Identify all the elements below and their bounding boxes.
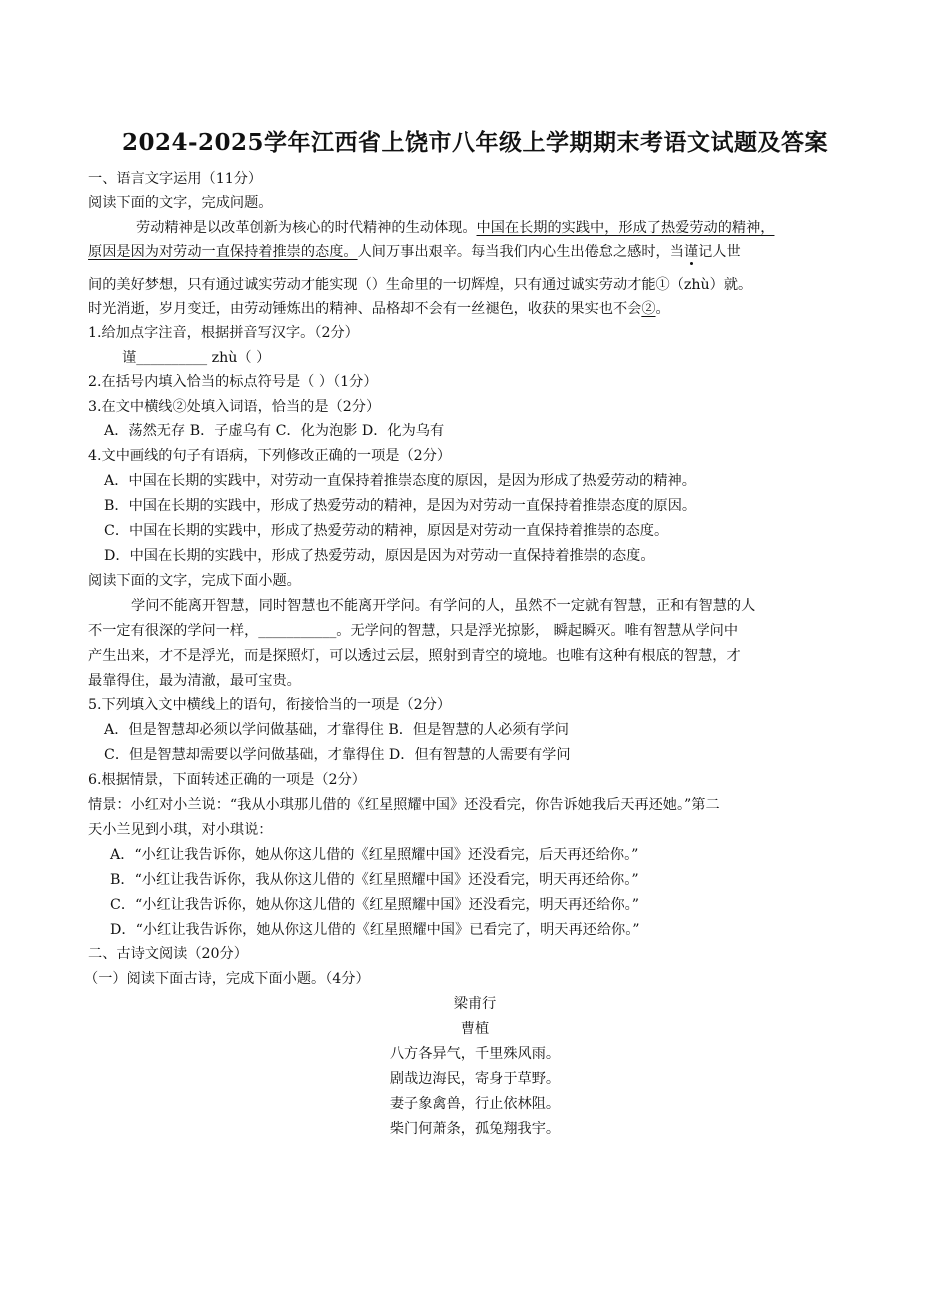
question-4-option-b: B．中国在长期的实践中，形成了热爱劳动的精神，是因为对劳动一直保持着推崇态度的原因。 (104, 498, 697, 514)
question-1: 1.给加点字注音，根据拼音写汉字。（2分） (88, 325, 359, 341)
question-6: 6.根据情景，下面转述正确的一项是（2分） (88, 772, 366, 788)
section-heading-2: 二、古诗文阅读（20分） (88, 946, 248, 962)
reading-instruction-2: 阅读下面的文字，完成下面小题。 (88, 573, 301, 589)
question-2: 2.在括号内填入恰当的标点符号是（ ）（1分） (88, 374, 378, 390)
passage-2-line-2: 不一定有很深的学问一样，___________。无学问的智慧，只是浮光掠影， 瞬起瞬灭。唯有智慧从学问中 (88, 623, 739, 639)
poem-line-2: 剧哉边海民，寄身于草野。 (389, 1071, 561, 1087)
passage-2-line-4: 最靠得住，最为清澈，最可宝贵。 (88, 673, 301, 689)
poem-line-1: 八方各异气，千里殊风雨。 (389, 1046, 561, 1062)
question-6-option-b: B．“小红让我告诉你，我从你这儿借的《红星照耀中国》还没看完，明天再还给你。” (110, 872, 639, 888)
underlined-sentence-part-2: 原因是因为对劳动一直保持着推崇的态度。 (88, 244, 358, 260)
passage-1-line-3: 间的美好梦想，只有通过诚实劳动才能实现（）生命里的一切辉煌，只有通过诚实劳动才能①（zhù）就。 (88, 277, 753, 293)
poem-title: 梁甫行 (453, 996, 497, 1012)
blank-marker-2: ② (641, 301, 656, 317)
passage-1-line-2 (88, 240, 741, 264)
passage-2-line-1: 学问不能离开智慧，同时智慧也不能离开学问。有学问的人，虽然不一定就有智慧，正和有智慧的人 (131, 598, 756, 614)
dotted-character: 谨 (683, 244, 699, 260)
question-6-option-d: D．“小红让我告诉你，她从你这儿借的《红星照耀中国》已看完了，明天再还给你。” (110, 922, 640, 938)
question-6-scenario-line-2: 天小兰见到小琪，对小琪说： (88, 822, 273, 838)
reading-instruction-1: 阅读下面的文字，完成问题。 (88, 195, 273, 211)
passage-1-line-4 (88, 297, 670, 321)
question-3: 3.在文中横线②处填入词语，恰当的是（2分） (88, 399, 381, 415)
poem-author: 曹植 (460, 1021, 490, 1037)
question-3-options: A．荡然无存 B．子虚乌有 C．化为泡影 D．化为乌有 (104, 423, 445, 439)
passage-1-text: 时光消逝，岁月变迁，由劳动锤炼出的精神、品格却不会有一丝褪色，收获的果实也不会 (88, 301, 642, 317)
question-4-option-d: D．中国在长期的实践中，形成了热爱劳动，原因是因为对劳动一直保持着推崇的态度。 (104, 548, 655, 564)
question-4-option-a: A．中国在长期的实践中，对劳动一直保持着推崇态度的原因，是因为形成了热爱劳动的精神。 (104, 473, 696, 489)
question-1-answer-blanks: 谨__________ zhù（ ） (122, 350, 271, 366)
document-title: 2024-2025学年江西省上饶市八年级上学期期末考语文试题及答案 (121, 129, 829, 156)
subsection-heading-1: （一）阅读下面古诗，完成下面小题。（4分） (84, 971, 370, 987)
passage-2-line-3: 产生出来，才不是浮光，而是探照灯，可以透过云层，照射到青空的境地。也唯有这种有根底的智慧，才 (88, 648, 741, 664)
passage-1-text: 记人世 (698, 244, 741, 260)
question-6-option-c: C．“小红让我告诉你，她从你这儿借的《红星照耀中国》还没看完，明天再还给你。” (110, 897, 640, 913)
passage-1-line-1 (136, 216, 774, 240)
question-6-option-a: A．“小红让我告诉你，她从你这儿借的《红星照耀中国》还没看完，后天再还给你。” (110, 847, 639, 863)
question-5-options-cd: C．但是智慧却需要以学问做基础，才靠得住 D．但有智慧的人需要有学问 (104, 747, 571, 763)
question-6-scenario-line-1: 情景：小红对小兰说：“我从小琪那儿借的《红星照耀中国》还没看完，你告诉她我后天再还她。”第二 (88, 797, 720, 813)
section-heading-1: 一、语言文字运用（11分） (88, 171, 263, 187)
passage-1-text: 劳动精神是以改革创新为核心的时代精神的生动体现。 (136, 220, 477, 236)
poem-line-3: 妻子象禽兽，行止依林阻。 (389, 1096, 561, 1112)
question-5: 5.下列填入文中横线上的语句，衔接恰当的一项是（2分） (88, 697, 452, 713)
question-5-options-ab: A．但是智慧却必须以学问做基础，才靠得住 B．但是智慧的人必须有学问 (104, 722, 569, 738)
underlined-sentence-part-1: 中国在长期的实践中，形成了热爱劳动的精神， (476, 220, 775, 236)
poem-line-4: 柴门何萧条，孤兔翔我宇。 (389, 1121, 561, 1137)
passage-1-text: 。 (655, 301, 670, 317)
question-4: 4.文中画线的句子有语病，下列修改正确的一项是（2分） (88, 448, 452, 464)
question-4-option-c: C．中国在长期的实践中，形成了热爱劳动的精神，原因是对劳动一直保持着推崇的态度。 (104, 523, 669, 539)
passage-1-text: 人间万事出艰辛。每当我们内心生出倦怠之感时，当 (357, 244, 684, 260)
